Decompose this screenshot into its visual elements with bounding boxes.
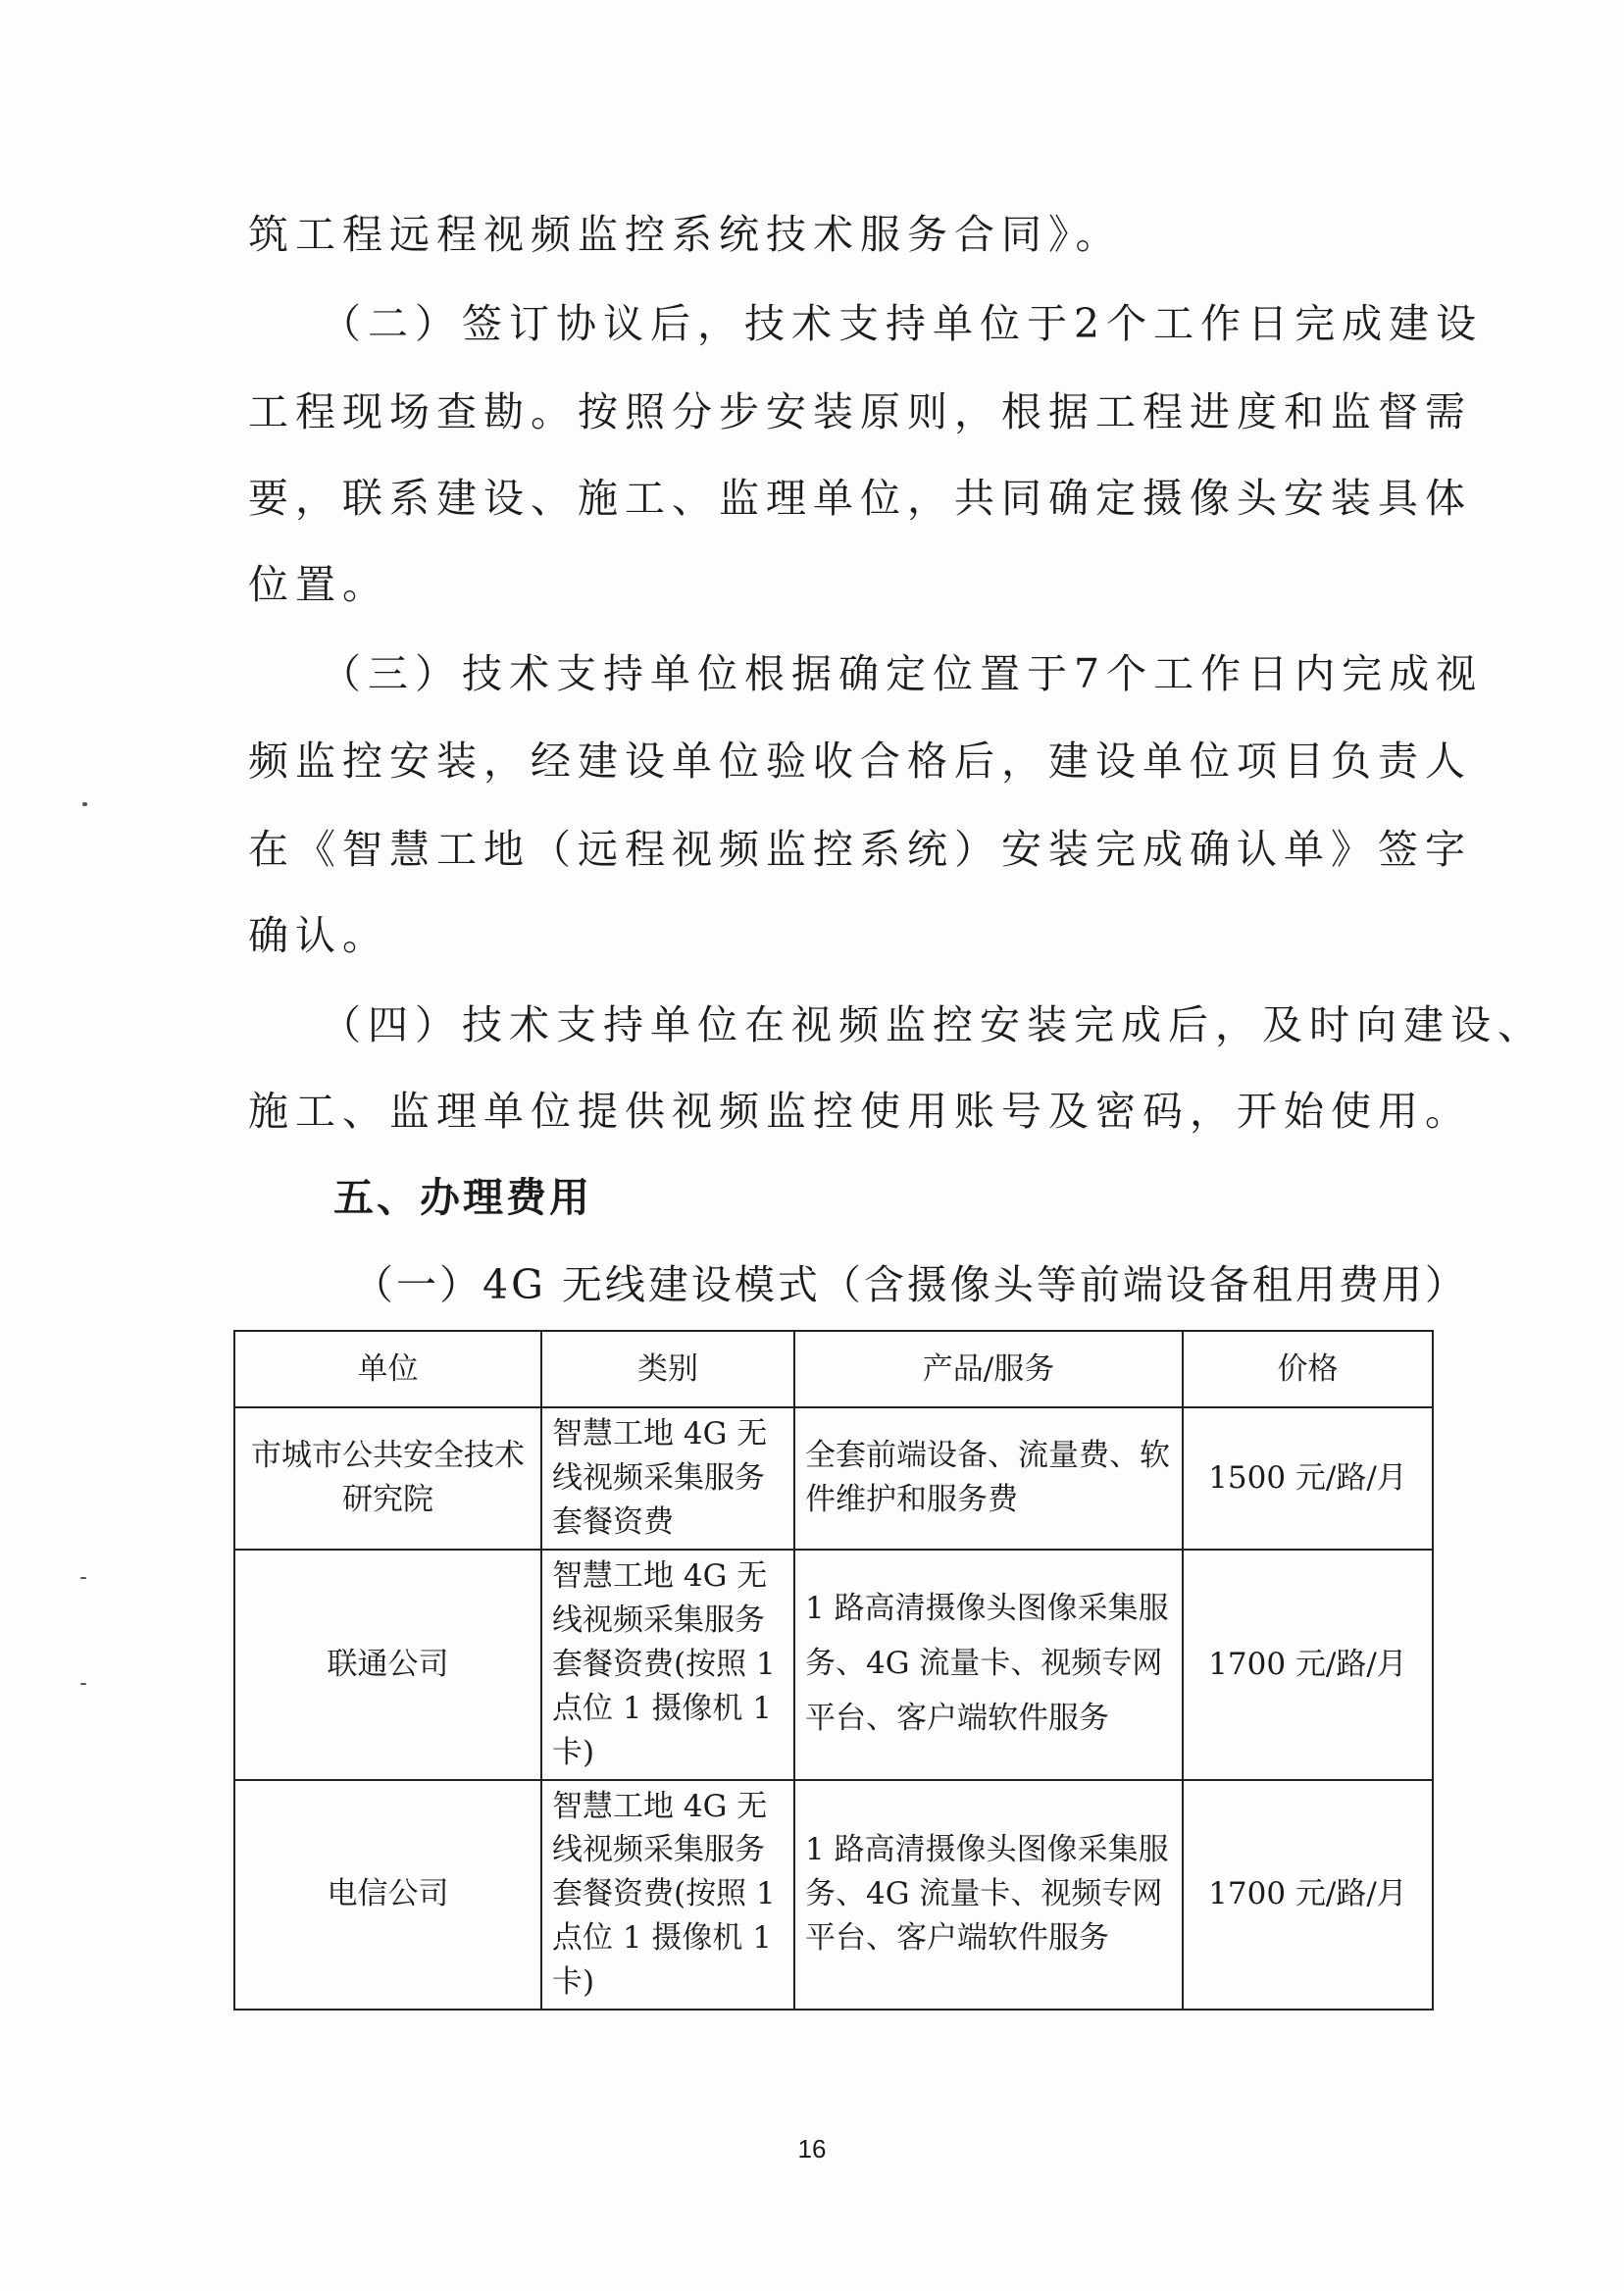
cell-category: 智慧工地 4G 无线视频采集服务套餐资费 (541, 1407, 794, 1550)
paragraph-line: 施工、监理单位提供视频监控使用账号及密码，开始使用。 (248, 1088, 1472, 1135)
header-service: 产品/服务 (794, 1331, 1183, 1407)
fee-table (233, 1330, 1434, 2011)
cell-price: 1500 元/路/月 (1183, 1407, 1433, 1550)
cell-price: 1700 元/路/月 (1183, 1780, 1433, 2011)
cell-unit: 联通公司 (234, 1550, 541, 1780)
header-unit: 单位 (234, 1331, 541, 1407)
paragraph-line: 频监控安装，经建设单位验收合格后，建设单位项目负责人 (248, 738, 1472, 785)
paragraph-line: （三）技术支持单位根据确定位置于7个工作日内完成视 (321, 650, 1484, 697)
table-row (234, 1780, 1433, 2011)
paragraph-line: 要，联系建设、施工、监理单位，共同确定摄像头安装具体 (248, 475, 1472, 522)
table-row (234, 1550, 1433, 1780)
paragraph-line: 位置。 (248, 561, 389, 608)
scan-speck (80, 1577, 86, 1579)
paragraph-line: 在《智慧工地（远程视频监控系统）安装完成确认单》签字 (248, 826, 1472, 873)
section-heading: 五、办理费用 (333, 1174, 592, 1221)
cell-category: 智慧工地 4G 无线视频采集服务套餐资费(按照 1 点位 1 摄像机 1 卡) (541, 1780, 794, 2011)
header-category: 类别 (541, 1331, 794, 1407)
paragraph-line: （二）签订协议后，技术支持单位于2个工作日完成建设 (321, 300, 1484, 347)
subheading: （一）4G 无线建设模式（含摄像头等前端设备租用费用） (353, 1261, 1468, 1308)
scan-speck (82, 802, 87, 806)
cell-service: 全套前端设备、流量费、软件维护和服务费 (794, 1407, 1183, 1550)
paragraph-line: 工程现场查勘。按照分步安装原则，根据工程进度和监督需 (248, 388, 1472, 435)
cell-category: 智慧工地 4G 无线视频采集服务套餐资费(按照 1 点位 1 摄像机 1 卡) (541, 1550, 794, 1780)
cell-unit: 电信公司 (234, 1780, 541, 2011)
scan-speck (80, 1683, 86, 1685)
paragraph-line: （四）技术支持单位在视频监控安装完成后，及时向建设、 (321, 1001, 1545, 1048)
cell-service: 1 路高清摄像头图像采集服务、4G 流量卡、视频专网平台、客户端软件服务 (794, 1550, 1183, 1780)
cell-price: 1700 元/路/月 (1183, 1550, 1433, 1780)
cell-unit: 市城市公共安全技术研究院 (234, 1407, 541, 1550)
table-row (234, 1407, 1433, 1550)
paragraph-line: 筑工程远程视频监控系统技术服务合同》。 (248, 211, 1123, 258)
header-price: 价格 (1183, 1331, 1433, 1407)
cell-service: 1 路高清摄像头图像采集服务、4G 流量卡、视频专网平台、客户端软件服务 (794, 1780, 1183, 2011)
paragraph-line: 确认。 (248, 912, 389, 959)
page-number: 16 (797, 2134, 827, 2164)
table-header-row (234, 1331, 1433, 1407)
